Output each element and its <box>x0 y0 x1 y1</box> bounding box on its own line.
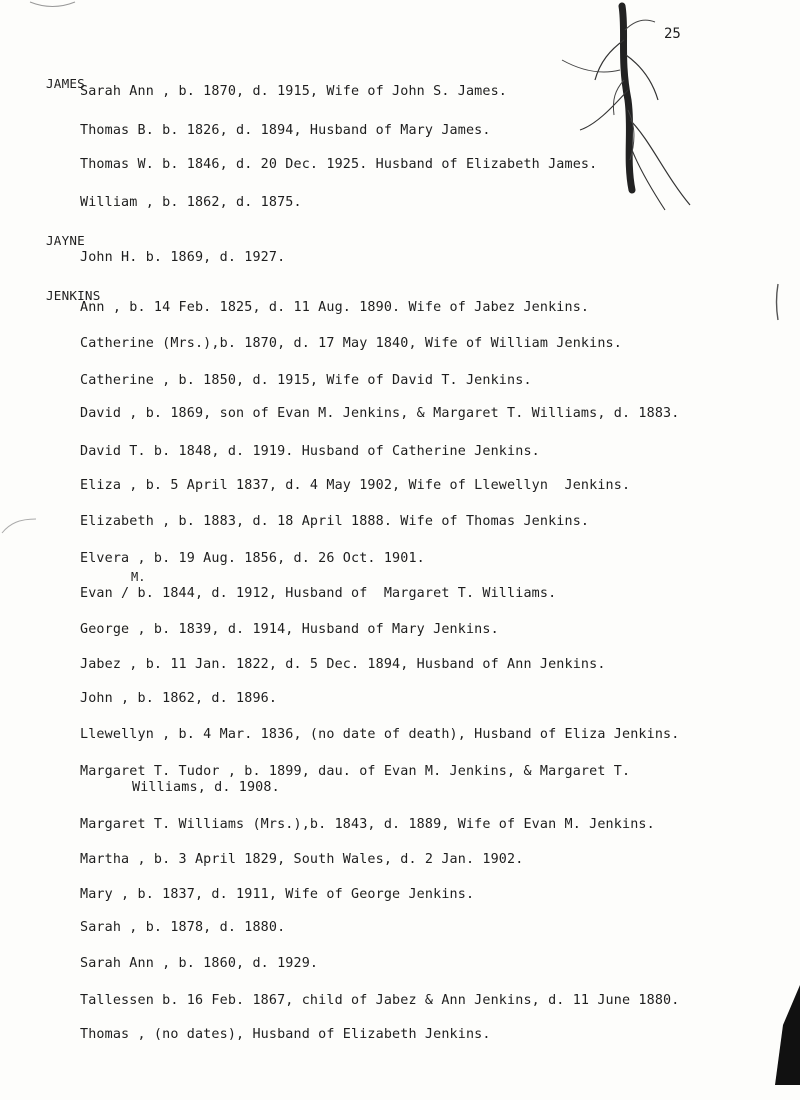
margin-mark <box>772 282 784 322</box>
inserted-initial: M. <box>131 570 146 584</box>
entry-line: Tallessen b. 16 Feb. 1867, child of Jabez & Ann Jenkins, d. 11 June 1880. <box>80 993 680 1008</box>
surname-heading-jenkins: JENKINS <box>46 288 101 303</box>
entry-line: David T. b. 1848, d. 1919. Husband of Catherine Jenkins. <box>80 444 540 459</box>
entry-line: Catherine , b. 1850, d. 1915, Wife of David T. Jenkins. <box>80 373 532 388</box>
page-edge-shadow <box>775 985 800 1085</box>
entry-line: Eliza , b. 5 April 1837, d. 4 May 1902, Wife of Llewellyn Jenkins. <box>80 478 631 493</box>
entry-line: Sarah Ann , b. 1870, d. 1915, Wife of John S. James. <box>80 84 508 99</box>
corner-mark <box>0 515 40 535</box>
page-number: 25 <box>664 26 681 42</box>
entry-line: Martha , b. 3 April 1829, South Wales, d. 2 Jan. 1902. <box>80 852 524 867</box>
entry-line: John , b. 1862, d. 1896. <box>80 691 278 706</box>
entry-line: William , b. 1862, d. 1875. <box>80 195 302 210</box>
entry-line: Elizabeth , b. 1883, d. 18 April 1888. Wife of Thomas Jenkins. <box>80 514 590 529</box>
surname-heading-james: JAMES <box>46 76 85 91</box>
entry-line: Sarah , b. 1878, d. 1880. <box>80 920 286 935</box>
entry-continuation: Williams, d. 1908. <box>132 780 280 795</box>
entry-line: Margaret T. Williams (Mrs.),b. 1843, d. 1889, Wife of Evan M. Jenkins. <box>80 817 655 832</box>
entry-line: Evan / b. 1844, d. 1912, Husband of Margaret T. Williams. <box>80 586 557 601</box>
entry-line: Llewellyn , b. 4 Mar. 1836, (no date of death), Husband of Eliza Jenkins. <box>80 727 680 742</box>
entry-line: Margaret T. Tudor , b. 1899, dau. of Evan M. Jenkins, & Margaret T. <box>80 764 631 779</box>
surname-heading-jayne: JAYNE <box>46 233 85 248</box>
entry-line: John H. b. 1869, d. 1927. <box>80 250 286 265</box>
entry-line: Thomas , (no dates), Husband of Elizabeth Jenkins. <box>80 1027 491 1042</box>
entry-line: George , b. 1839, d. 1914, Husband of Mary Jenkins. <box>80 622 499 637</box>
corner-mark <box>0 0 80 20</box>
entry-line: Thomas B. b. 1826, d. 1894, Husband of Mary James. <box>80 123 491 138</box>
entry-line: Elvera , b. 19 Aug. 1856, d. 26 Oct. 1901. <box>80 551 425 566</box>
entry-line: David , b. 1869, son of Evan M. Jenkins, & Margaret T. Williams, d. 1883. <box>80 406 680 421</box>
ink-root-smudge <box>540 0 715 220</box>
entry-line: Ann , b. 14 Feb. 1825, d. 11 Aug. 1890. Wife of Jabez Jenkins. <box>80 300 590 315</box>
entry-line: Jabez , b. 11 Jan. 1822, d. 5 Dec. 1894, Husband of Ann Jenkins. <box>80 657 606 672</box>
entry-line: Sarah Ann , b. 1860, d. 1929. <box>80 956 319 971</box>
entry-line: Thomas W. b. 1846, d. 20 Dec. 1925. Husband of Elizabeth James. <box>80 157 598 172</box>
entry-line: Catherine (Mrs.),b. 1870, d. 17 May 1840, Wife of William Jenkins. <box>80 336 622 351</box>
entry-line: Mary , b. 1837, d. 1911, Wife of George Jenkins. <box>80 887 475 902</box>
